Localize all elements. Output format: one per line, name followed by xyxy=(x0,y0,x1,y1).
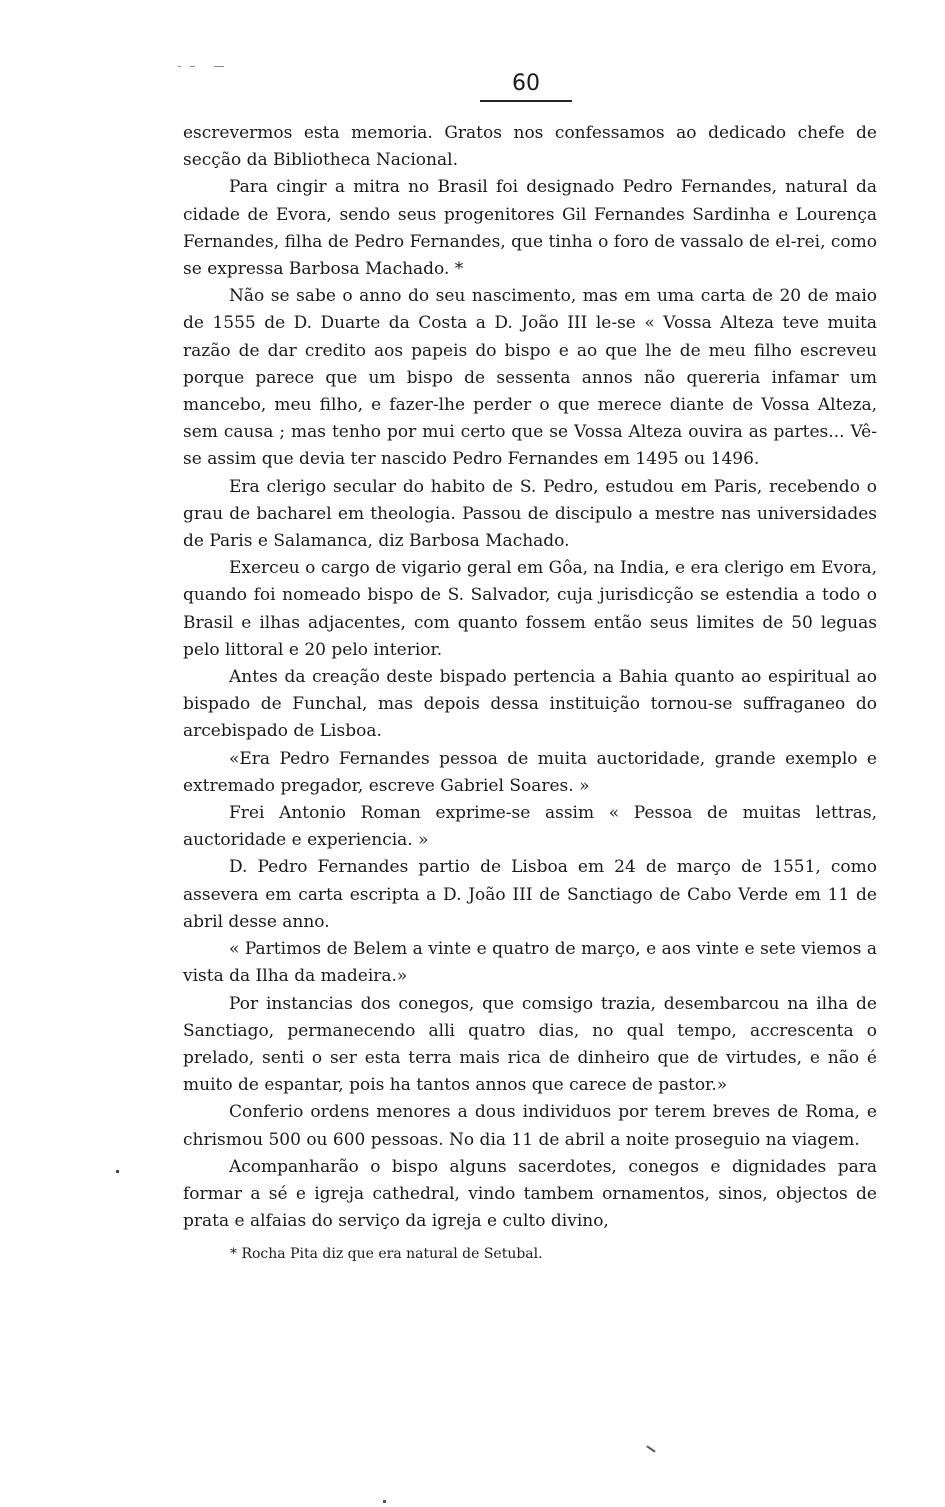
paragraph-2: Para cingir a mitra no Brasil foi designado Pedro Fernandes, natural da cidade de Evora, sendo seus progenitores Gil Fernandes Sardinha e Lourença Fernandes, filha de Pedro Fernandes, que tinha o foro de vassalo de el-rei, como se expressa Barbosa Machado. * xyxy=(183,177,877,280)
paragraph-13: Acompanharão o bispo alguns sacerdotes, conegos e dignidades para formar a sé e igreja cathedral, vindo tambem ornamentos, sinos, objectos de prata e alfaias do serviço da igreja e culto divino, xyxy=(183,1156,877,1232)
paragraph-1: escrevermos esta memoria. Gratos nos confessamos ao dedicado chefe de secção da Bibliotheca Nacional. xyxy=(183,123,877,171)
paragraph-6: Antes da creação deste bispado pertencia a Bahia quanto ao espiritual ao bispado de Funchal, mas depois dessa instituição tornou-se suffraganeo do arcebispado de Lisboa. xyxy=(183,667,877,742)
paragraph-4: Era clerigo secular do habito de S. Pedro, estudou em Paris, recebendo o grau de bacharel em theologia. Passou de discipulo a mestre nas universidades de Paris e Salamanca, diz Barbosa Machado. xyxy=(183,476,877,552)
footnote: * Rocha Pita diz que era natural de Setubal. xyxy=(230,1246,543,1262)
paragraph-10: « Partimos de Belem a vinte e quatro de março, e aos vinte e sete viemos a vista da Ilha da madeira.» xyxy=(183,939,877,987)
paragraph-3: Não se sabe o anno do seu nascimento, mas em uma carta de 20 de maio de 1555 de D. Duarte da Costa a D. João III le-se « Vossa Alteza teve muita razão de dar credito aos papeis do bispo e ao que lhe de meu filho escreveu porque parece que um bispo de sessenta annos não quereria infamar um mancebo, meu filho, e fazer-lhe perder o que merece diante de Vossa Alteza, sem causa ; mas tenho por mui certo que se Vossa Alteza ouvira as partes... Vê-se assim que devia ter nascido Pedro Fernandes em 1495 ou 1496. xyxy=(183,286,877,470)
paragraph-12: Conferio ordens menores a dous individuos por terem breves de Roma, e chrismou 500 ou 600 pessoas. No dia 11 de abril a noite proseguio na viagem. xyxy=(183,1102,877,1150)
page-number-rule xyxy=(480,100,572,102)
paragraph-8: Frei Antonio Roman exprime-se assim « Pessoa de muitas lettras, auctoridade e experiencia. » xyxy=(183,803,877,851)
paragraph-7: «Era Pedro Fernandes pessoa de muita auctoridade, grande exemplo e extremado pregador, escreve Gabriel Soares. » xyxy=(183,748,877,796)
body-text xyxy=(183,120,877,1235)
page-number: 60 xyxy=(512,71,540,96)
paragraph-11: Por instancias dos conegos, que comsigo trazia, desembarcou na ilha de Sanctiago, permanecendo alli quatro dias, no qual tempo, accrescenta o prelado, senti o ser esta terra mais rica de dinheiro que de virtudes, e não é muito de espantar, pois ha tantos annos que carece de pastor.» xyxy=(183,993,877,1096)
paragraph-5: Exerceu o cargo de vigario geral em Gôa, na India, e era clerigo em Evora, quando foi nomeado bispo de S. Salvador, cuja jurisdicção se estendia a todo o Brasil e ilhas adjacentes, com quanto fossem então seus limites de 50 leguas pelo littoral e 20 pelo interior. xyxy=(183,558,877,660)
paragraph-9: D. Pedro Fernandes partio de Lisboa em 24 de março de 1551, como assevera em carta escripta a D. João III de Sanctiago de Cabo Verde em 11 de abril desse anno. xyxy=(183,857,877,932)
